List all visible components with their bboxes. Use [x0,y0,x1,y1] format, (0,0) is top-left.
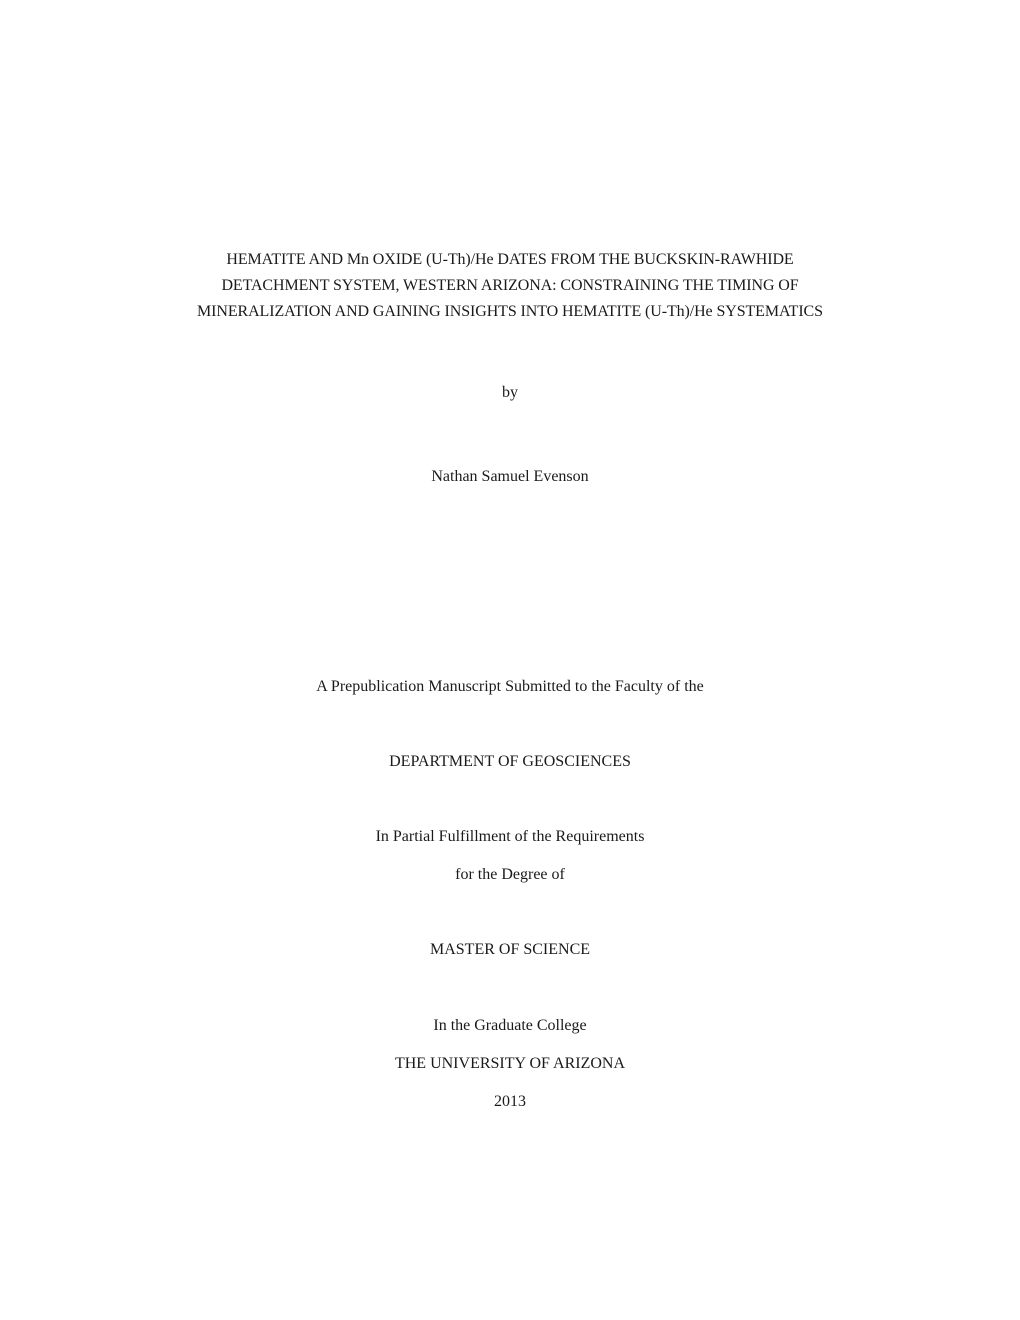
fulfillment-line-2: for the Degree of [455,866,565,883]
thesis-title-line-1: HEMATITE AND Mn OXIDE (U-Th)/He DATES FROM THE BUCKSKIN-RAWHIDE [226,251,794,268]
thesis-title [0,247,1020,325]
fulfillment-line-1: In Partial Fulfillment of the Requirements [375,828,645,845]
by-label: by [502,384,518,401]
thesis-title-line-3: MINERALIZATION AND GAINING INSIGHTS INTO HEMATITE (U-Th)/He SYSTEMATICS [197,303,823,320]
submission-statement: A Prepublication Manuscript Submitted to the Faculty of the [316,678,704,695]
department-name: DEPARTMENT OF GEOSCIENCES [389,753,631,770]
thesis-title-line-2: DETACHMENT SYSTEM, WESTERN ARIZONA: CONSTRAINING THE TIMING OF [221,277,799,294]
degree-name: MASTER OF SCIENCE [429,941,591,958]
author-name: Nathan Samuel Evenson [431,468,589,485]
university-name: THE UNIVERSITY OF ARIZONA [394,1055,626,1072]
college-name: In the Graduate College [433,1017,587,1034]
year: 2013 [494,1093,526,1110]
